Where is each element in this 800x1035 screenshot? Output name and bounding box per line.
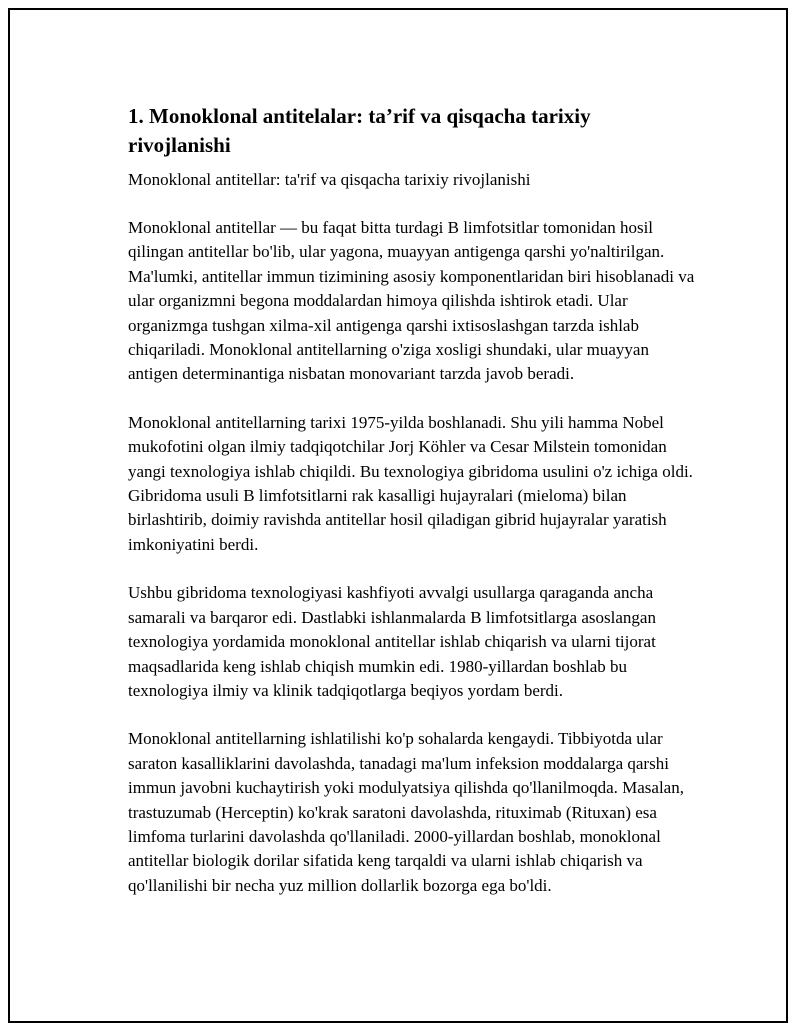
paragraph-applications: Monoklonal antitellarning ishlatilishi ko'p sohalarda kengaydi. Tibbiyotda ular saraton kasalliklarini davolashda, tanadagi ma'lum infeksion moddalarga qarshi immun javobni kuchaytirish yoki modulyatsiya qilishda qo'llanilmoqda. Masalan, trastuzumab (Herceptin) ko'krak saratoni davolashda, rituximab (Rituxan) esa limfoma turlarini davolashda qo'llaniladi. 2000-yillardan boshlab, monoklonal antitellar biologik dorilar sifatida keng tarqaldi va ularni ishlab chiqarish va qo'llanilishi bir necha yuz million dollarlik bozorga ega bo'ldi. xyxy=(128,729,684,895)
document-body xyxy=(128,102,698,922)
section-subtitle: Monoklonal antitellar: ta'rif va qisqacha tarixiy rivojlanishi xyxy=(128,170,531,189)
page-frame xyxy=(8,8,788,1023)
paragraph-definition: Monoklonal antitellar — bu faqat bitta turdagi B limfotsitlar tomonidan hosil qilingan antitellar bo'lib, ular yagona, muayyan antigenga qarshi yo'naltirilgan. Ma'lumki, antitellar immun tizimining asosiy komponentlaridan biri hisoblanadi va ular organizmni begona moddalardan himoya qilishda ishtirok etadi. Ular organizmga tushgan xilma-xil antigenga qarshi ixtisoslashgan tarzda ishlab chiqariladi. Monoklonal antitellarning o'ziga xosligi shundaki, ular muayyan antigen determinantiga nisbatan monovariant tarzda javob beradi. xyxy=(128,218,695,384)
section-heading: 1. Monoklonal antitelalar: ta’rif va qisqacha tarixiy rivojlanishi xyxy=(128,104,591,157)
paragraph-history: Monoklonal antitellarning tarixi 1975-yilda boshlanadi. Shu yili hamma Nobel mukofotini olgan ilmiy tadqiqotchilar Jorj Köhler va Cesar Milstein tomonidan yangi texnologiya ishlab chiqildi. Bu texnologiya gibridoma usulini o'z ichiga oldi. Gibridoma usuli B limfotsitlarni rak kasalligi hujayralari (mieloma) bilan birlashtirib, doimiy ravishda antitellar hosil qiladigan gibrid hujayralar yaratish imkoniyatini berdi. xyxy=(128,412,693,554)
paragraph-hybridoma: Ushbu gibridoma texnologiyasi kashfiyoti avvalgi usullarga qaraganda ancha samarali va barqaror edi. Dastlabki ishlanmalarda B limfotsitlarga asoslangan texnologiya yordamida monoklonal antitellar ishlab chiqarish va ularni tijorat maqsadlarida keng ishlab chiqish mumkin edi. 1980-yillardan boshlab bu texnologiya ilmiy va klinik tadqiqotlarga beqiyos yordam berdi. xyxy=(128,583,656,700)
